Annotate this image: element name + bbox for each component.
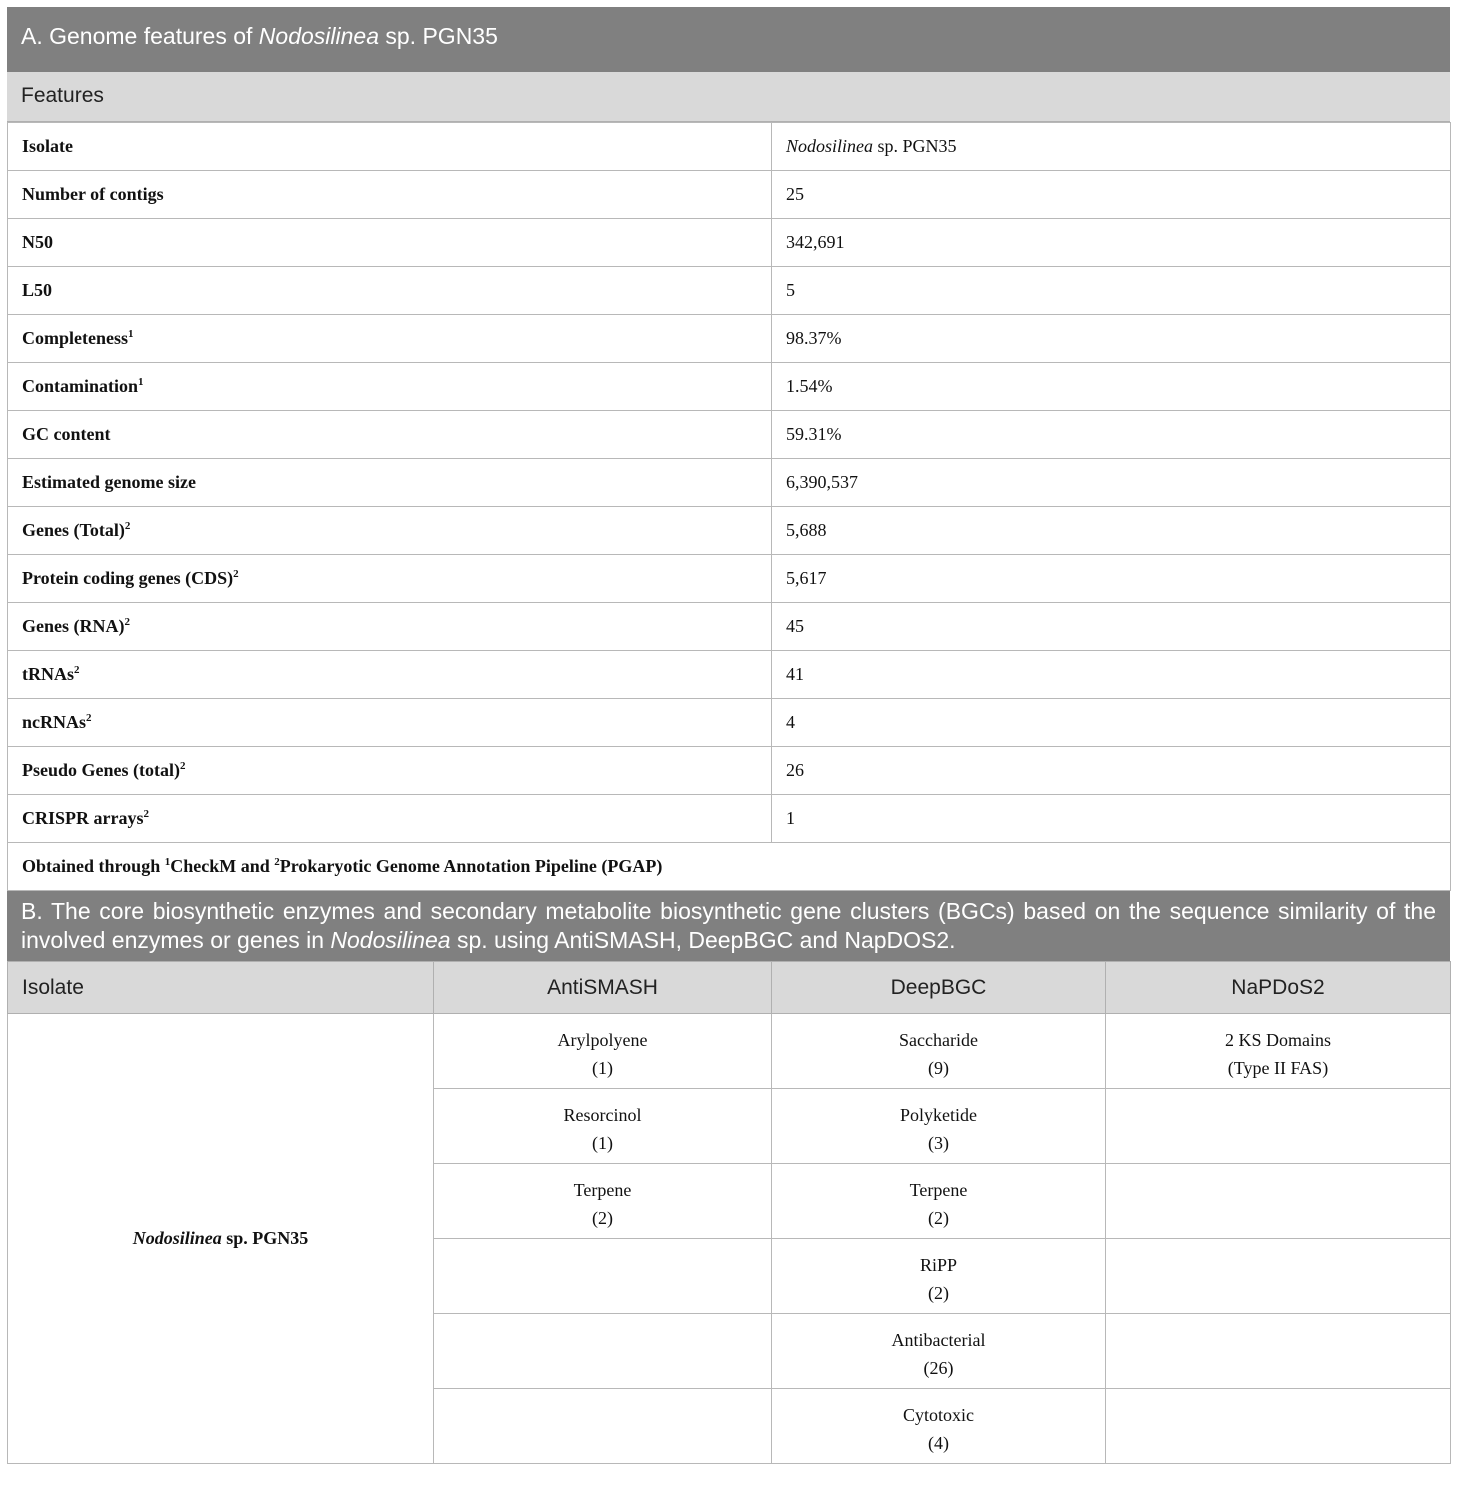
feature-label: GC content	[8, 411, 772, 459]
feature-value: 26	[772, 747, 1451, 795]
feature-row	[8, 171, 1451, 219]
antismash-cell-line: (1)	[592, 1133, 613, 1153]
deepbgc-cell-line: (2)	[928, 1283, 949, 1303]
bgc-header-row	[8, 962, 1451, 1014]
deepbgc-cell	[772, 1314, 1106, 1389]
section-b-title-italic: Nodosilinea	[330, 927, 451, 953]
feature-value: 1	[772, 795, 1451, 843]
antismash-cell-line: Arylpolyene	[557, 1030, 648, 1050]
deepbgc-cell-line: Antibacterial	[891, 1330, 986, 1350]
header-deepbgc: DeepBGC	[772, 962, 1106, 1014]
feature-row	[8, 219, 1451, 267]
deepbgc-cell	[772, 1014, 1106, 1089]
antismash-cell-line: Resorcinol	[563, 1105, 642, 1125]
feature-value: 5	[772, 267, 1451, 315]
features-table	[7, 122, 1451, 891]
napdos-cell-line: 2 KS Domains	[1224, 1030, 1331, 1050]
section-b-title-prefix: B. The core biosynthetic enzymes and secondary metabolite biosynthetic gene clusters (BGCs) based on the sequence similarity of the involved enzymes or genes in	[21, 898, 1436, 953]
deepbgc-cell-line: (9)	[928, 1058, 949, 1078]
napdos-cell	[1106, 1239, 1451, 1314]
feature-value: 41	[772, 651, 1451, 699]
feature-label: N50	[8, 219, 772, 267]
feature-row	[8, 699, 1451, 747]
napdos-cell	[1106, 1314, 1451, 1389]
napdos-cell	[1106, 1389, 1451, 1464]
deepbgc-cell	[772, 1164, 1106, 1239]
feature-row	[8, 123, 1451, 171]
bgc-table	[7, 961, 1451, 1464]
feature-label: Estimated genome size	[8, 459, 772, 507]
section-a-title	[7, 7, 1450, 72]
feature-label: L50	[8, 267, 772, 315]
section-b-title-suffix: sp. using AntiSMASH, DeepBGC and NapDOS2.	[450, 927, 956, 953]
antismash-cell-line: (1)	[592, 1058, 613, 1078]
bgc-row	[8, 1014, 1451, 1089]
feature-label: tRNAs$^2$	[8, 651, 772, 699]
deepbgc-cell-line: (2)	[928, 1208, 949, 1228]
antismash-cell	[434, 1314, 772, 1389]
deepbgc-cell	[772, 1389, 1106, 1464]
deepbgc-cell-line: (3)	[928, 1133, 949, 1153]
feature-row	[8, 459, 1451, 507]
feature-row	[8, 603, 1451, 651]
feature-row	[8, 363, 1451, 411]
feature-value: 6,390,537	[772, 459, 1451, 507]
deepbgc-cell	[772, 1239, 1106, 1314]
feature-value: 45	[772, 603, 1451, 651]
feature-value: 1.54%	[772, 363, 1451, 411]
feature-value: 4	[772, 699, 1451, 747]
feature-label: Genes (Total)$^2$	[8, 507, 772, 555]
antismash-cell	[434, 1239, 772, 1314]
features-subheader: Features	[7, 72, 1450, 122]
feature-label: Number of contigs	[8, 171, 772, 219]
feature-row	[8, 651, 1451, 699]
napdos-cell	[1106, 1164, 1451, 1239]
feature-label: Pseudo Genes (total)$^2$	[8, 747, 772, 795]
feature-value: 342,691	[772, 219, 1451, 267]
feature-value: 5,688	[772, 507, 1451, 555]
feature-row	[8, 747, 1451, 795]
feature-label: Completeness$^1$	[8, 315, 772, 363]
isolate-cell: Nodosilinea sp. PGN35	[8, 1014, 434, 1464]
header-antismash: AntiSMASH	[434, 962, 772, 1014]
antismash-cell	[434, 1389, 772, 1464]
napdos-cell	[1106, 1014, 1451, 1089]
deepbgc-cell-line: (4)	[928, 1433, 949, 1453]
napdos-cell	[1106, 1089, 1451, 1164]
feature-value: 98.37%	[772, 315, 1451, 363]
feature-label: Protein coding genes (CDS)$^2$	[8, 555, 772, 603]
header-isolate: Isolate	[8, 962, 434, 1014]
feature-label: Contamination$^1$	[8, 363, 772, 411]
feature-value: Nodosilinea sp. PGN35	[772, 123, 1451, 171]
antismash-cell	[434, 1164, 772, 1239]
footnote: Obtained through $^1$CheckM and $^2$Prokaryotic Genome Annotation Pipeline (PGAP)	[8, 843, 1451, 891]
feature-label: ncRNAs$^2$	[8, 699, 772, 747]
section-a-title-suffix: sp. PGN35	[379, 23, 498, 49]
feature-row	[8, 507, 1451, 555]
deepbgc-cell-line: Cytotoxic	[903, 1405, 974, 1425]
napdos-cell-line: (Type II FAS)	[1227, 1058, 1329, 1078]
footnote-row	[8, 843, 1451, 891]
header-napdos2: NaPDoS2	[1106, 962, 1451, 1014]
deepbgc-cell	[772, 1089, 1106, 1164]
section-b-title	[7, 891, 1450, 961]
feature-value: 59.31%	[772, 411, 1451, 459]
antismash-cell-line: (2)	[592, 1208, 613, 1228]
feature-row	[8, 267, 1451, 315]
section-a-title-italic: Nodosilinea	[258, 23, 379, 49]
antismash-cell-line: Terpene	[573, 1180, 632, 1200]
genome-table-container	[7, 7, 1450, 1464]
feature-label: Isolate	[8, 123, 772, 171]
antismash-cell	[434, 1089, 772, 1164]
feature-row	[8, 411, 1451, 459]
feature-row	[8, 555, 1451, 603]
feature-value: 5,617	[772, 555, 1451, 603]
feature-label: CRISPR arrays$^2$	[8, 795, 772, 843]
feature-row	[8, 795, 1451, 843]
feature-label: Genes (RNA)$^2$	[8, 603, 772, 651]
section-a-title-prefix: A. Genome features of	[21, 23, 259, 49]
deepbgc-cell-line: RiPP	[919, 1255, 958, 1275]
feature-row	[8, 315, 1451, 363]
deepbgc-cell-line: Polyketide	[900, 1105, 977, 1125]
antismash-cell	[434, 1014, 772, 1089]
deepbgc-cell-line: Saccharide	[899, 1030, 978, 1050]
deepbgc-cell-line: Terpene	[909, 1180, 968, 1200]
deepbgc-cell-line: (26)	[923, 1358, 954, 1378]
feature-value: 25	[772, 171, 1451, 219]
